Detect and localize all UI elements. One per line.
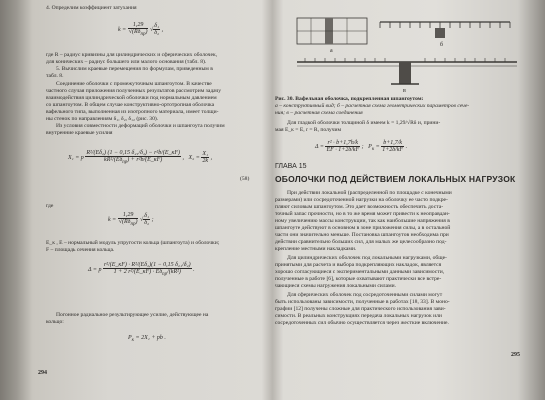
figure-label-b: б xyxy=(440,42,444,48)
paragraph-line: быть использованы зависимости, полученные в работах [18, 33]. В моно- xyxy=(275,299,450,305)
paragraph-line: сосредоточенных сил обычно осуществляется через жесткие включение. xyxy=(275,320,449,326)
figure-label-c: в xyxy=(403,88,406,94)
paragraph-line: части они значительно меньше. Постановка шпангоутов необходима при xyxy=(275,232,449,238)
paragraph-line: Для цилиндрических оболочек под локальными нагрузками, обще- xyxy=(287,255,447,261)
page-number-left: 294 xyxy=(38,370,47,376)
formula-delta: Δ = p $\frac{\text{r²/(E\_кF) · R²/(Eδ₂)(1 − 0,15 δ₂₁/δ₂)}}{1 + 2 r^2/(E\_кF) \cdot E\delta_{пр}/(kR^2)}$ . xyxy=(88,262,195,278)
paragraph-line: частного случая приложения полученных результатов рассмотрим задачу xyxy=(46,88,222,94)
paragraph-line: со шпангоутом. В общем случае конструктивно-ортотропная оболочка xyxy=(46,102,215,108)
figure-label-a: а xyxy=(330,48,333,54)
paragraph-line: кольцо: xyxy=(46,319,64,325)
where-R-text-2: для конических – радиус большего или малого основания (табл. 8). xyxy=(46,59,207,65)
item5-text: 5. Вычислим краевые перемещения по формулам, приведенным в xyxy=(56,66,213,72)
paragraph-line: шпангоуте действуют в основном в зоне приложения силы, а в остальной xyxy=(275,225,451,231)
section-heading xyxy=(56,81,212,88)
paragraph-line: полученные в работе [6], которые охватывают практически все встре- xyxy=(275,276,442,282)
item5-text-2: табл. 8. xyxy=(46,73,64,79)
paragraph-line: крепление местными накладками. xyxy=(275,246,357,252)
paragraph-line: чающиеся схемы нагружения локальными силами. xyxy=(275,283,397,289)
section-heading-rest: В качестве xyxy=(184,81,212,87)
paragraph-line: Для сферических оболочек под сосредоточенными силами могут xyxy=(287,292,443,298)
right-page xyxy=(275,0,530,400)
paragraph-line: принятыми для расчета и выбора подкрепляющих накладок, является xyxy=(275,262,442,268)
equation-number: (58) xyxy=(240,176,250,182)
section-heading-bold: Соединение оболочки с промежуточным шпангоутом. xyxy=(56,81,185,87)
where-R-text: где R – радиус кривизны для цилиндрических и сферических оболочек, xyxy=(46,52,218,58)
paragraph-line: Погонное радиальное результирующее усилие, действующее на xyxy=(56,312,209,318)
paragraph-line: При действии локальной (распределенной по площадке с конечными xyxy=(287,190,452,196)
paragraph-line: ному увеличению массы конструкции, так как наибольшие напряжения в xyxy=(275,218,450,224)
where-label: где xyxy=(46,203,54,209)
paragraph-line: взаимодействия цилиндрической оболочки под нормальным давлением xyxy=(46,95,217,101)
paragraph-line: точный запас прочности, но в то же время может привести к неоправдан- xyxy=(275,211,450,217)
formula-delta-smooth: Δ = $\frac{\text{r² · b+1,7h/k}}{EF \cdot 1+2\delta/kF}$ ; $P_к$ = $\frac{b+1,7/k}{1+2\delta/kF}$ . xyxy=(315,140,408,153)
formula-k: k = $\frac{1,29}{√(R\delta_{пр})}$ √ $\frac{\text{δ₁}}{\text{δ₂}}$ , xyxy=(118,22,164,38)
figure-caption: Рис. 30. Вафельная оболочка, подкрепленная шпангоутом: xyxy=(275,96,424,102)
figure-caption-2: а – конструктивный вид; б – расчетная схема геометрических параметров сече- xyxy=(275,103,470,109)
item4-text: 4. Определим коэффициент затухания xyxy=(46,5,137,11)
paragraph-line: графии [12] получены сложные для практического использования зави- xyxy=(275,306,446,312)
smooth-shell-text-2: мая E_к = E, r = R, получим xyxy=(275,127,342,133)
where-ek-text: E_к , E – нормальный модуль упругости кольца (шпангоута) и оболочки; xyxy=(46,240,220,246)
paragraph-line: вафельного типа, выполненная из изотропного материала, имеет толщи- xyxy=(46,109,219,115)
paragraph-line: внутренние краевые усилия xyxy=(46,130,113,136)
smooth-shell-text: Для гладкой оболочки толщиной δ имеем k = 1,29/√Rδ и, прини- xyxy=(287,120,441,126)
chapter-label: ГЛАВА 15 xyxy=(275,163,307,170)
figure-30-waffle-shell xyxy=(295,12,520,94)
paragraph-line: ны стенок по направлениям δ₁, δ₂, δ₁₂ (рис. 30). xyxy=(46,116,159,122)
formula-k2: k = $\frac{1,29}{√(R\delta_{пр})}$ √ $\frac{\text{δ₁}}{\text{δ₂}}$ ; xyxy=(108,212,154,228)
paragraph-line: Из условия совместности деформаций оболочки и шпангоута получим xyxy=(56,123,225,129)
page-number-right: 295 xyxy=(511,352,520,358)
paragraph-line: хорошо согласующиеся с экспериментальными данными зависимости, xyxy=(275,269,445,275)
paragraph-line: пляют силовым шпангоутом. Это дает возможность обеспечить доста- xyxy=(275,204,444,210)
left-page xyxy=(18,0,263,400)
formula-58: X₁ = p $\frac{\text{R²/(Eδ₂) (1 − 0,15 δ₂₁/δ₂) − r²b/(E\_кF)}}{kR^2/(E\delta_{пр}) + r^2b/(E\_кF)}$ , X₂ = $\frac{\text{X₁}}{2k}$ , xyxy=(68,150,213,166)
paragraph-line: размерами) или сосредоточенной нагрузки на оболочку ее часто подкре- xyxy=(275,197,448,203)
paragraph-line: действии сравнительно больших сил, для малых же целесообразно под- xyxy=(275,239,447,245)
paragraph-line: симости. В реальных конструкциях передача локальных нагрузок или xyxy=(275,313,442,319)
figure-caption-3: ния; в – расчетная схема соединения xyxy=(275,110,363,116)
formula-pk: $P_к = 2X_1$ + pb . xyxy=(128,335,166,344)
chapter-title: ОБОЛОЧКИ ПОД ДЕЙСТВИЕМ ЛОКАЛЬНЫХ НАГРУЗОК xyxy=(275,174,516,184)
where-f-text: F – площадь сечения кольца. xyxy=(46,247,115,253)
